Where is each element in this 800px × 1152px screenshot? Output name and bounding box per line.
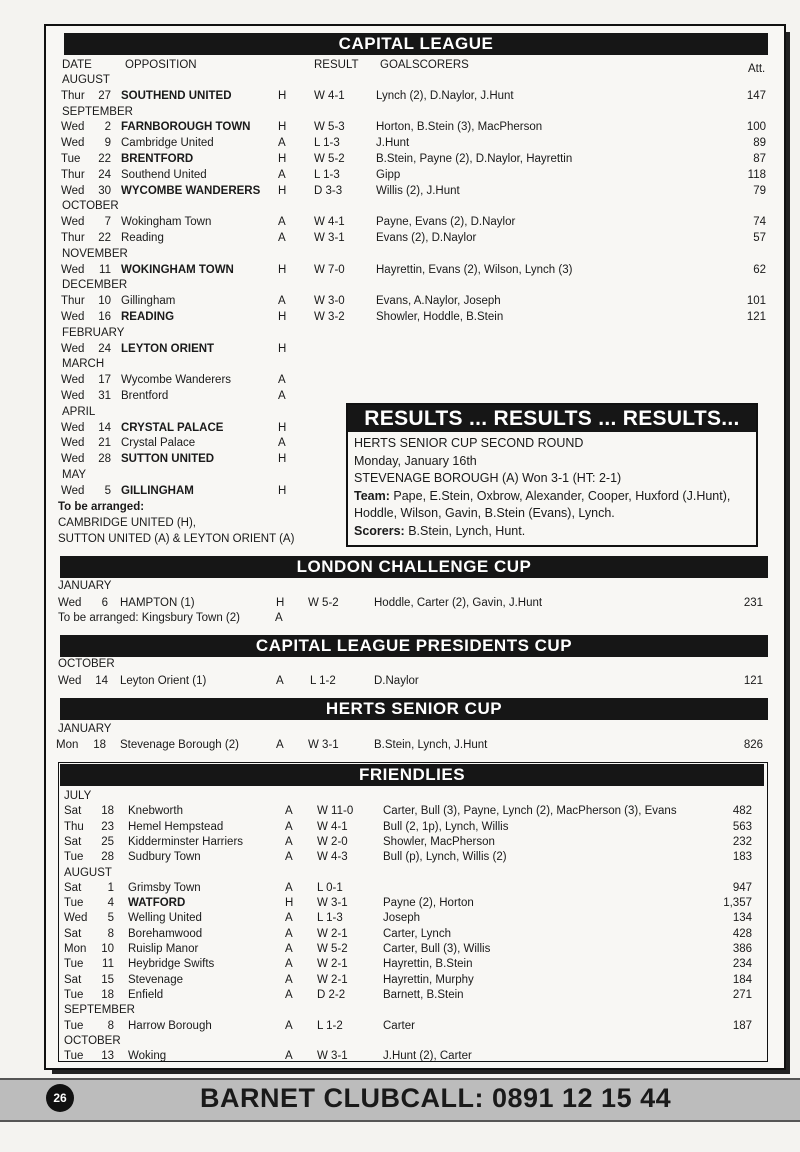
month-label: OCTOBER [62,200,119,213]
herts-senior-cup-title: HERTS SENIOR CUP [60,698,768,720]
fixture-opposition: LEYTON ORIENT [121,342,215,355]
header-date: DATE [62,59,92,71]
fixture-date: 13 [101,1050,114,1063]
fixture-result: W 3-2 [314,311,345,323]
fixture-venue: H [276,597,285,609]
fixture-venue: A [278,216,286,229]
fixture-attendance: 386 [732,943,752,955]
fixture-date: 17 [98,374,111,387]
fixture-date: 22 [98,232,111,244]
fixture-venue: A [278,295,286,308]
fixture-result: W 3-1 [317,897,348,910]
fixture-venue: H [278,484,287,497]
header-opposition: OPPOSITION [125,59,197,71]
fixture-date: 28 [101,851,114,864]
fixture-venue: H [278,342,287,355]
fixture-goalscorers: Lynch (2), D.Naylor, J.Hunt [376,89,514,102]
month-label: NOVEMBER [62,247,128,260]
fixture-day: Tue [64,958,84,971]
fixture-goalscorers: Showler, Hoddle, B.Stein [376,311,504,323]
fixture-opposition: Enfield [128,988,164,1001]
fixture-venue: A [278,232,286,244]
fixture-venue: H [278,311,287,323]
fixture-day: Thur [61,168,85,181]
month-label: AUGUST [64,866,112,879]
fixture-day: Wed [61,437,85,450]
header-goalscorers: GOALSCORERS [380,59,469,71]
fixture-day: Wed [61,374,85,387]
fixture-day: Tue [64,988,84,1001]
fixture-date: 31 [98,390,111,402]
fixture-result: W 5-2 [308,597,339,609]
fixture-opposition: Gillingham [121,295,176,308]
fixture-venue: H [278,121,287,134]
header-result: RESULT [314,59,359,71]
fixture-opposition: Welling United [128,912,202,925]
results-score: STEVENAGE BOROUGH (A) Won 3-1 (HT: 2-1) [354,471,622,485]
fixture-day: Wed [58,597,82,609]
fixture-goalscorers: Carter, Lynch [383,927,451,940]
fixture-venue: A [285,805,293,818]
team-list: Pape, E.Stein, Oxbrow, Alexander, Cooper, Huxford (J.Hunt), Hoddle, Wilson, Gavin, B.Stein (Evans), Lynch. [354,488,731,520]
fixture-venue: A [278,390,286,402]
fixture-venue: A [285,973,293,986]
fixture-opposition: Kidderminster Harriers [128,835,244,848]
fixture-opposition: Crystal Palace [121,437,196,450]
fixture-attendance: 271 [732,988,752,1001]
fixture-day: Wed [61,421,85,434]
fixture-date: 6 [101,597,108,609]
fixture-goalscorers: Payne (2), Horton [383,897,474,910]
fixture-opposition: GILLINGHAM [121,484,194,497]
fixture-result: W 3-1 [314,232,345,244]
fixture-result: W 2-1 [317,927,348,940]
fixture-venue: A [285,943,293,955]
fixture-venue: A [285,835,293,848]
fixture-venue: H [278,184,287,197]
fixture-day: Tue [61,153,81,165]
fixture-venue: A [285,851,293,864]
london-challenge-cup-title: LONDON CHALLENGE CUP [60,556,768,578]
fixture-result: W 11-0 [317,805,354,818]
fixture-date: 4 [107,897,114,910]
fixture-date: 15 [101,973,114,986]
fixture-opposition: SUTTON UNITED [121,453,215,466]
fixture-venue: A [278,137,286,150]
month-label: JULY [64,790,92,802]
fixture-date: 23 [101,820,114,833]
fixture-day: Sat [64,805,82,818]
fixture-opposition: BRENTFORD [121,153,194,165]
fixture-opposition: Grimsby Town [128,881,201,894]
fixture-attendance: 482 [732,805,752,818]
fixture-opposition: Ruislip Manor [128,943,199,955]
fixture-result: W 3-1 [308,739,339,751]
fixture-goalscorers: B.Stein, Lynch, J.Hunt [374,739,488,751]
fixture-venue: A [285,1050,293,1063]
fixture-result: W 2-0 [317,835,348,848]
fixture-result: L 1-3 [314,168,340,181]
fixture-venue: H [285,897,294,910]
fixture-date: 24 [98,342,111,355]
fixture-venue: H [278,153,287,165]
month-label: OCTOBER [58,658,115,670]
fixture-venue: A [285,927,293,940]
fixture-opposition: Woking [128,1050,167,1063]
fixture-attendance: 121 [746,311,766,323]
fixture-attendance: 184 [732,973,752,986]
month-label: JANUARY [58,580,112,592]
fixture-opposition: READING [121,311,175,323]
fixture-result: W 3-0 [314,295,345,308]
fixture-attendance: 57 [753,232,766,244]
fixture-date: 7 [104,216,111,229]
fixture-date: 10 [101,943,114,955]
fixture-venue: A [276,739,284,751]
fixture-day: Mon [56,739,79,751]
fixture-day: Wed [61,216,85,229]
fixture-venue: A [285,988,293,1001]
fixture-day: Sat [64,973,82,986]
fixture-venue: A [276,675,284,687]
header-attendance: Att. [748,63,766,75]
fixture-attendance: 101 [746,295,766,308]
fixture-date: 5 [104,484,111,497]
fixture-day: Thur [61,295,85,308]
fixture-goalscorers: J.Hunt (2), Carter [383,1050,472,1063]
results-date: Monday, January 16th [354,453,477,468]
fixture-date: 1 [107,881,114,894]
fixture-goalscorers: Bull (p), Lynch, Willis (2) [383,851,507,864]
fixture-date: 28 [98,453,111,466]
fixture-day: Sat [64,881,82,894]
fixture-opposition: CRYSTAL PALACE [121,421,224,434]
fixture-venue: A [285,1019,293,1032]
fixture-goalscorers: Carter, Bull (3), Willis [383,943,491,955]
fixture-result: L 0-1 [317,881,343,894]
fixture-opposition: Sudbury Town [128,851,201,864]
results-box [346,403,758,547]
fixture-result: W 2-1 [317,958,348,971]
fixture-attendance: 147 [746,89,766,102]
fixture-goalscorers: Payne, Evans (2), D.Naylor [376,216,516,229]
fixture-attendance: 826 [743,739,763,751]
fixture-date: 8 [107,927,114,940]
fixture-venue: A [285,881,293,894]
month-label: JANUARY [58,723,112,735]
fixture-goalscorers: Gipp [376,168,401,181]
capital-league-title: CAPITAL LEAGUE [64,33,768,55]
to-be-arranged-label: To be arranged: [58,501,145,513]
fixture-date: 18 [93,739,106,751]
fixture-day: Wed [61,184,85,197]
fixture-attendance: 947 [732,881,752,894]
fixture-day: Wed [61,342,85,355]
fixture-day: Wed [61,390,85,402]
fixture-venue: H [278,263,287,276]
fixture-attendance: 74 [753,216,766,229]
fixture-attendance: 231 [743,597,763,609]
fixture-attendance: 183 [732,851,752,864]
fixture-attendance: 79 [753,184,766,197]
fixture-date: 18 [101,988,114,1001]
fixture-date: 8 [107,1019,114,1032]
fixture-result: W 4-1 [314,89,345,102]
fixture-result: W 5-2 [314,153,345,165]
fixture-date: 25 [101,835,114,848]
fixture-venue: A [278,437,286,450]
fixture-opposition: Harrow Borough [128,1019,212,1032]
fixture-result: W 5-2 [317,943,348,955]
fixture-date: 5 [107,912,114,925]
fixture-opposition: FARNBOROUGH TOWN [121,121,251,134]
fixture-opposition: Reading [121,232,164,244]
fixture-date: 24 [98,168,111,181]
fixture-day: Tue [64,1050,84,1063]
month-label: MARCH [62,358,105,371]
fixture-day: Wed [61,484,85,497]
month-label: MAY [62,469,87,481]
fixture-day: Wed [61,121,85,134]
fixture-result: L 1-2 [317,1019,343,1032]
fixture-opposition: Knebworth [128,805,183,818]
fixture-opposition: Brentford [121,390,169,402]
fixture-goalscorers: Joseph [383,912,421,925]
fixture-goalscorers: Showler, MacPherson [383,835,495,848]
results-title: RESULTS ... RESULTS ... RESULTS... [348,405,756,432]
fixture-venue: A [285,958,293,971]
page-number: 26 [46,1084,74,1112]
fixture-opposition: Southend United [121,168,207,181]
fixture-result: W 4-1 [314,216,345,229]
month-label: DECEMBER [62,279,128,292]
fixture-day: Tue [64,897,84,910]
fixture-attendance: 118 [747,168,766,181]
fixture-day: Thu [64,820,84,833]
month-label: APRIL [62,405,96,418]
fixture-opposition: Leyton Orient (1) [120,675,207,687]
fixture-attendance: 121 [743,675,763,687]
fixture-venue: A [278,374,286,387]
fixture-goalscorers: Carter, Bull (3), Payne, Lynch (2), MacPherson (3), Evans [383,805,677,818]
fixture-goalscorers: Hayrettin, Evans (2), Wilson, Lynch (3) [376,263,573,276]
fixture-result: L 1-2 [310,675,336,687]
to-be-arranged-line-1: CAMBRIDGE UNITED (H), [58,517,196,529]
fixture-date: 14 [98,421,111,434]
fixture-opposition: Stevenage Borough (2) [120,739,239,751]
friendlies-title: FRIENDLIES [60,764,764,786]
fixture-opposition: Stevenage [128,973,183,986]
fixture-opposition: HAMPTON (1) [120,597,195,609]
fixture-attendance: 100 [746,121,766,134]
team-label: Team: [354,488,390,503]
fixture-day: Wed [64,912,88,925]
month-label: FEBRUARY [62,326,125,339]
fixture-day: Wed [61,137,85,150]
fixture-attendance: 234 [732,958,752,971]
fixture-day: Thur [61,89,85,102]
fixture-date: 27 [98,89,111,102]
month-label: OCTOBER [64,1034,121,1047]
fixture-attendance: 62 [753,263,766,276]
fixture-goalscorers: Horton, B.Stein (3), MacPherson [376,121,543,134]
fixture-goalscorers: Carter [383,1019,415,1032]
fixture-result: D 2-2 [317,988,346,1001]
fixture-result: L 1-3 [314,137,340,150]
fixture-result: L 1-3 [317,912,343,925]
fixture-opposition: Wycombe Wanderers [121,374,232,387]
fixture-result: D 3-3 [314,184,343,197]
fixture-opposition: Wokingham Town [121,216,212,229]
fixture-day: Tue [64,1019,84,1032]
fixture-date: 2 [104,121,111,134]
fixture-day: Tue [64,851,84,864]
fixture-opposition: Heybridge Swifts [128,958,215,971]
fixture-day: Wed [61,311,85,323]
fixture-day: Thur [61,232,85,244]
fixture-result: W 2-1 [317,973,348,986]
fixture-day: Wed [61,453,85,466]
fixture-venue: H [278,89,287,102]
fixture-day: Sat [64,927,82,940]
fixture-opposition: WOKINGHAM TOWN [121,263,234,276]
fixture-goalscorers: Willis (2), J.Hunt [376,184,460,197]
fixture-goalscorers: D.Naylor [374,675,419,687]
fixture-goalscorers: Hayrettin, Murphy [383,973,474,986]
fixture-goalscorers: J.Hunt [376,137,410,150]
fixture-day: Sat [64,835,82,848]
fixture-goalscorers: Hayrettin, B.Stein [383,958,473,971]
fixture-attendance: 89 [753,137,766,150]
fixture-date: 30 [98,184,111,197]
fixture-venue: H [278,421,287,434]
fixture-day: Wed [58,675,82,687]
fixture-date: 9 [104,137,111,150]
fixture-date: 22 [98,153,111,165]
fixture-day: Mon [64,943,87,955]
fixture-date: 16 [98,311,111,323]
fixture-attendance: 87 [753,153,766,165]
fixture-result: W 3-1 [317,1050,348,1063]
fixture-date: 14 [95,675,108,687]
fixture-result: W 5-3 [314,121,345,134]
fixture-goalscorers: Hoddle, Carter (2), Gavin, J.Hunt [374,597,543,609]
fixture-date: 18 [101,805,114,818]
london-arranged: To be arranged: Kingsbury Town (2) [58,612,240,624]
fixture-venue: H [278,453,287,466]
to-be-arranged-line-2: SUTTON UNITED (A) & LEYTON ORIENT (A) [58,533,295,545]
fixture-opposition: WATFORD [128,897,186,910]
fixture-result: W 7-0 [314,263,345,276]
fixture-opposition: Cambridge United [121,137,214,150]
month-label: AUGUST [62,74,110,86]
fixture-date: 11 [102,958,114,971]
fixture-opposition: SOUTHEND UNITED [121,89,232,102]
london-arranged-venue: A [275,612,283,624]
fixture-goalscorers: B.Stein, Payne (2), D.Naylor, Hayrettin [376,153,573,165]
fixture-goalscorers: Evans (2), D.Naylor [376,232,477,244]
scorers-list: B.Stein, Lynch, Hunt. [408,523,526,538]
fixture-opposition: Hemel Hempstead [128,820,224,833]
fixture-date: 10 [98,295,111,308]
fixture-date: 11 [99,263,111,276]
fixture-opposition: WYCOMBE WANDERERS [121,184,261,197]
fixture-attendance: 563 [732,820,752,833]
clubcall-banner: BARNET CLUBCALL: 0891 12 15 44 [200,1083,672,1113]
fixture-date: 21 [98,437,111,450]
scorers-label: Scorers: [354,523,405,538]
fixture-attendance: 428 [732,927,752,940]
fixture-result: W 4-3 [317,851,348,864]
fixture-venue: A [278,168,286,181]
fixture-attendance: 1,357 [723,897,752,910]
results-scorers [354,523,750,541]
month-label: SEPTEMBER [62,105,133,118]
results-team [354,488,750,523]
fixture-opposition: Borehamwood [128,927,203,940]
fixture-day: Wed [61,263,85,276]
month-label: SEPTEMBER [64,1004,135,1017]
presidents-cup-title: CAPITAL LEAGUE PRESIDENTS CUP [60,635,768,657]
fixture-venue: A [285,820,293,833]
fixture-goalscorers: Evans, A.Naylor, Joseph [376,295,501,308]
fixture-attendance: 232 [732,835,752,848]
fixture-attendance: 134 [732,912,752,925]
fixture-goalscorers: Bull (2, 1p), Lynch, Willis [383,820,509,833]
results-competition: HERTS SENIOR CUP SECOND ROUND [354,436,584,450]
fixture-result: W 4-1 [317,820,348,833]
fixture-venue: A [285,912,293,925]
fixture-attendance: 187 [732,1019,752,1032]
fixture-goalscorers: Barnett, B.Stein [383,988,464,1001]
